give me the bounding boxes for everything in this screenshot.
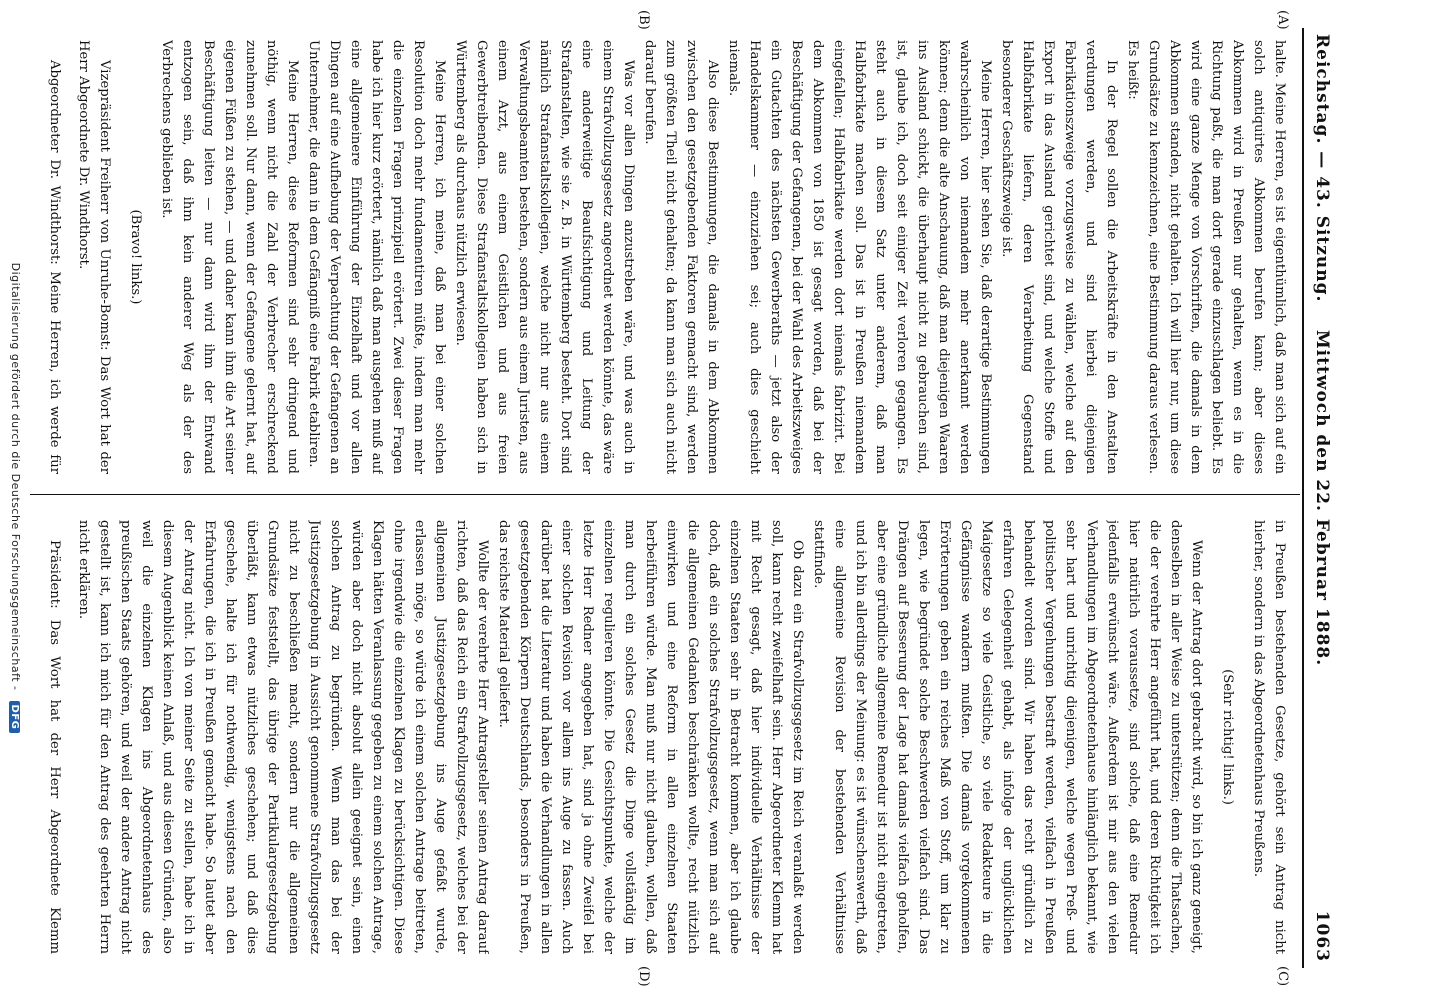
page-header	[1302, 28, 1344, 968]
margin-marker-c: (C)	[1275, 966, 1290, 987]
quoted-regulation: In der Regel sollen die Arbeitskräfte in den Anstalten verdungen werden, und sind hierbei diejenigen Fabrikationszweige vorzugsweise zu wählen, welche auf den Export in das Ausland gerichtet sind, und welche Stoffe und Halbfabrikate liefern, deren Verarbeitung Gegenstand besonderer Geschäftszweige ist.	[999, 40, 1119, 474]
paragraph: Wollte der verehrte Herr Antragsteller seinen Antrag darauf richten, daß das Reich ein Strafvollzugsgesetz, welches bei der allgemeinen Justizgesetzgebung ins Auge gefaßt wurde, erlassen möge, so würde ich einem solchen Antrage beitreten, ohne irgendwie die einzelnen Klagen zu berücksichtigen. Diese Klagen hätten Veranlassung gegeben zu einem solchen Antrage, würden aber doch nicht absolut allein geeignet sein, einen solchen Antrag zu begründen. Wenn man das bei der Justizgesetzgebung in Aussicht genommene Strafvollzugsgesetz nicht zu beschließen macht, sondern nur die allgemeinen Grundsätze feststellt, das übrige der Partikulargesetzgebung überläßt, kann etwas nützliches geschehen; und daß dies geschehe, halte ich für nothwendig, wenigstens nach den Erfahrungen, die ich in Preußen gemacht habe. So lautet aber der Antrag nicht. Ich von meiner Seite zu stellen, habe ich in diesem Augenblick keinen Anlaß, und aus diesen Gründen, also weil die einzelnen Klagen ins Abgeordnetenhaus des preußischen Staats gehören, und weil der andere Antrag nicht gestellt ist, kann ich mich für den Antrag des geehrten Herrn nicht erklären.	[76, 520, 490, 954]
digitization-credit	[9, 0, 22, 996]
applause-note: (Bravo! links.)	[128, 209, 143, 305]
margin-marker-d: (D)	[636, 966, 651, 987]
paragraph: Meine Herren, diese Reformen sind sehr dringend und nöthig, wenn nicht die Zahl der Verbrecher erschreckend zunehmen soll. Nur dann, wenn der Gefangene gelernt hat, auf eigenen Füßen zu stehen, — und daher kann ihm die Art seiner Beschäftigung leiten — nur dann wird ihm der Entwand entzogen sein, daß ihm kein anderer Weg als der des Verbrechens geblieben ist.	[159, 40, 300, 474]
windthorst-speech: Abgeordneter Dr. Windthorst: Meine Herren, ich werde für	[47, 60, 62, 474]
paragraph: Was vor allen Dingen anzustreben wäre, und was auch in einem Strafvollzugsgesetz angeordnet werden könnte, das wäre eine anderweitige Beaufsichtigung und Leitung der Strafanstalten, wie sie z. B. in Württemberg besteht. Dort sind nämlich Strafanstaltskollegien, welche nicht nur aus einem Verwaltungsbeamten bestehen, sondern aus einem Juristen, aus einem Arzt, aus einem Geistlichen und aus freien Gewerbtreibenden. Diese Strafanstaltskollegien haben sich in Württemberg als durchaus nützlich erwiesen.	[453, 40, 636, 474]
margin-marker-a: (A)	[1275, 10, 1290, 30]
left-text-column	[40, 40, 1290, 474]
vice-president-line: Vizepräsident Freiherr von Unruhe-Bomst: Das Wort hat der Herr Abgeordnete Dr. Windthorst.	[76, 40, 112, 474]
president-line: Präsident: Das Wort hat der Herr Abgeordnete Klemm	[47, 540, 62, 954]
dfg-logo: DFG	[9, 701, 20, 734]
paragraph: in Preußen bestehenden Gesetze, gehört sein Antrag nicht hierher, sondern in das Abgeordnetenhaus Preußens.	[1251, 520, 1287, 954]
margin-marker-b: (B)	[636, 10, 651, 30]
right-text-column	[40, 520, 1290, 954]
digitization-credit-text: Digitalisierung gefördert durch die Deutsche Forschungsgemeinschaft -	[9, 262, 22, 691]
paragraph: Meine Herren, hier sehen Sie, daß derartige Bestimmungen wahrscheinlich von niemandem mehr anerkannt werden können; denn die alte Anschauung, daß man diejenigen Waaren ins Ausland schickt, die überhaupt nicht zu gebrauchen sind, ist, glaube ich, doch seit einiger Zeit verloren gegangen. Es steht auch in diesem Satz unter anderem, daß man Halbfabrikate machen soll. Das ist in Preußen niemandem eingefallen; Halbfabrikate werden dort niemals fabrizirt. Bei dem Abkommen von 1850 ist gesagt worden, daß bei der Beschäftigung der Gefangenen, bei der Wahl des Arbeitszweiges ein Gutachten des nächsten Gewerberaths — jetzt also der Handelskammer — einzuziehen sei; auch dies geschieht niemals.	[726, 40, 993, 474]
column-divider	[30, 494, 1300, 495]
interjection-note: (Sehr richtig! links.)	[1220, 669, 1235, 805]
paragraph: halte. Meine Herren, es ist eigenthümlich, daß man sich auf ein solch antiquirtes Abkommen berufen kann; aber dieses Abkommen wird in Preußen nur gehalten, wenn es in die Richtung paßt, die man dort gerade einzuschlagen beliebt. Es wird eine ganze Menge von Vorschriften, die damals in dem Abkommen standen, nicht gehalten. Ich will hier nur, um diese Grundsätze zu kennzeichnen, eine Bestimmung daraus verlesen. Es heißt:	[1125, 40, 1287, 474]
header-date: Mittwoch den 22. Februar 1888.	[1312, 329, 1332, 667]
paragraph: Meine Herren, ich meine, daß man bei einer solchen Resolution doch mehr fundamentiren müßte, indem man mehr die einzelnen Fragen prinzipiell erörtert. Zwei dieser Fragen habe ich hier kurz erörtert, nämlich daß man ausgehen muß auf eine allgemeinere Einführung der Einzelhaft und vor allen Dingen auf eine Aufhebung der Verpachtung der Gefangenen an Unternehmer, die dann in dem Gefängniß eine Fabrik etabliren.	[306, 40, 447, 474]
page-number: 1063	[1312, 910, 1332, 962]
paragraph: Wenn der Antrag dort gebracht wird, so bin ich ganz geneigt, denselben in aller Weise zu unterstützen; denn die Thatsachen, die der verehrte Herr angeführt hat, und deren Richtigkeit ich hier natürlich voraussetze, sind solche, daß eine Remedur jedenfalls erwünscht wäre. Außerdem ist mir aus den vielen Verhandlungen im Abgeordnetenhause hinlänglich bekannt, wie sehr hart und unrichtig diejenigen, welche wegen Preß- und politischer Vergehungen bestraft werden, vielfach in Preußen behandelt worden sind. Wir haben das recht gründlich zu erfahren Gelegenheit gehabt, als infolge der unglücklichen Maigesetze so viele Geistliche, so viele Redakteure in die Gefängnisse wandern mußten. Die damals vorgekommenen Erörterungen geben ein reiches Maß von Stoff, um klar zu legen, wie begründet solche Beschwerden vielfach sind. Das Drängen auf Besserung der Lage hat damals vielfach geholfen, aber eine gründliche allgemeine Remedur ist nicht eingetreten, und ich bin allerdings der Meinung: es ist wünschenswerth, daß eine allgemeine Revision der bestehenden Verhältnisse stattfinde.	[811, 520, 1204, 954]
header-session: Reichstag. — 43. Sitzung.	[1312, 34, 1332, 303]
paragraph: Ob dazu ein Strafvollzugsgesetz im Reich veranlaßt werden soll, kann recht zweifelhaft sein. Herr Abgeordneter Klemm hat mit Recht gesagt, daß hier individuelle Verhältnisse der einzelnen Staaten sehr in Betracht kommen, aber ich glaube doch, daß ein solches Strafvollzugsgesetz, wenn man sich auf die allgemeinen Gedanken beschränken wollte, recht nützlich einwirken und eine Reform in allen einzelnen Staaten herbeiführen würde. Man muß nur nicht glauben, wollen, daß man durch ein solches Gesetz die Dinge vollständig im einzelnen regulieren könnte. Die Gesichtspunkte, welche der letzte Herr Redner angegeben hat, sind ja ohne Zweifel bei einer solchen Revision vor allem ins Auge zu fassen. Auch darüber hat die Literatur und haben die Verhandlungen in allen gesetzgebenden Körpern Deutschlands, besonders in Preußen, das reichste Material geliefert.	[496, 520, 805, 954]
paragraph: Also diese Bestimmungen, die damals in dem Abkommen zwischen den gesetzgebenden Faktoren gemacht sind, werden zum größten Theil nicht gehalten; da kann man sich auch nicht darauf berufen.	[642, 40, 720, 474]
